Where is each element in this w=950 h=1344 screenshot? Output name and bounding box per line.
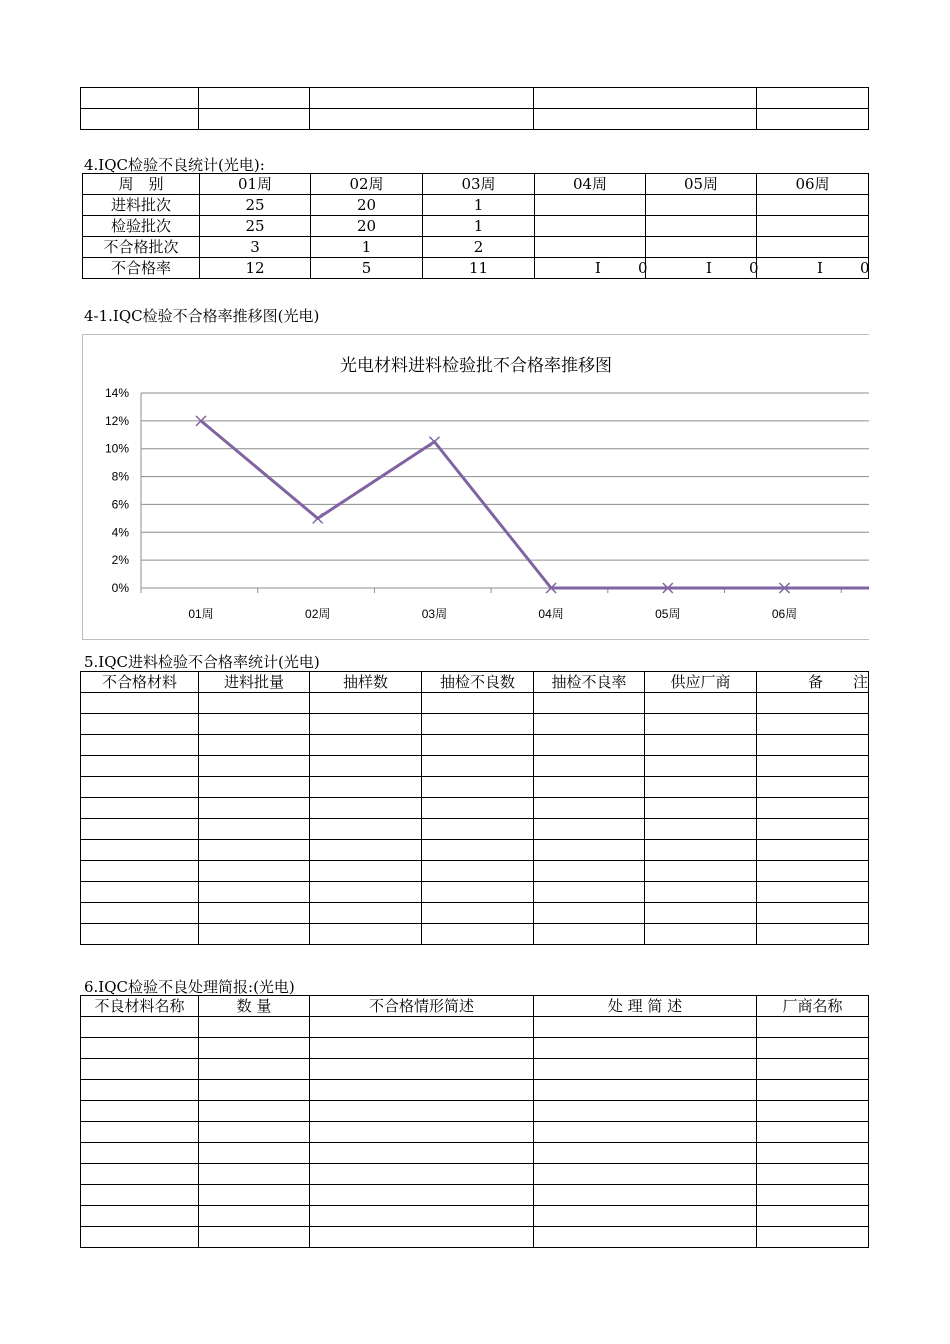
table-cell <box>310 1101 534 1122</box>
row-label: 不合格率 <box>83 258 200 279</box>
table-header-row <box>83 174 869 195</box>
table-cell: 20 <box>311 195 423 216</box>
table-cell <box>757 216 869 237</box>
table-cell <box>757 237 869 258</box>
table-cell <box>199 693 310 714</box>
table-row <box>83 195 869 216</box>
table-header-row <box>81 996 869 1017</box>
table-cell <box>534 1038 757 1059</box>
rate-tail-value: 0 <box>749 259 759 277</box>
table-cell <box>81 1059 199 1080</box>
table-cell <box>310 1164 534 1185</box>
table-cell <box>81 1101 199 1122</box>
table-cell <box>757 798 869 819</box>
table-cell <box>645 861 757 882</box>
table-cell <box>81 840 199 861</box>
table-cell <box>81 1017 199 1038</box>
x-tick-label: 06周 <box>771 607 798 621</box>
table-row <box>81 1122 869 1143</box>
table-cell <box>310 1227 534 1248</box>
table-cell <box>757 1227 869 1248</box>
section-4-title: 4.IQC检验不良统计(光电): <box>84 156 265 174</box>
table-cell <box>422 840 534 861</box>
table-cell <box>422 756 534 777</box>
weekly-defect-table <box>82 173 869 279</box>
table-cell <box>535 216 646 237</box>
table-cell <box>199 819 310 840</box>
table-cell <box>645 924 757 945</box>
table-cell <box>422 924 534 945</box>
table-cell <box>81 1185 199 1206</box>
table-cell <box>646 237 757 258</box>
header-cell: 供应厂商 <box>645 672 757 693</box>
table-cell <box>199 1143 310 1164</box>
row-label: 检验批次 <box>83 216 200 237</box>
table-cell <box>81 735 199 756</box>
table-cell: 1 <box>423 195 535 216</box>
table-row <box>81 819 869 840</box>
table-cell <box>81 882 199 903</box>
table-row <box>81 1227 869 1248</box>
table-cell <box>757 840 869 861</box>
table-header-row <box>81 672 869 693</box>
table-cell <box>757 819 869 840</box>
table-cell: 3 <box>200 237 311 258</box>
header-cell: 03周 <box>423 174 535 195</box>
row-label: 进料批次 <box>83 195 200 216</box>
table-cell <box>534 903 645 924</box>
table-cell <box>757 693 869 714</box>
table-cell <box>534 840 645 861</box>
table-cell <box>310 1185 534 1206</box>
table-cell <box>645 714 757 735</box>
table-cell <box>81 777 199 798</box>
y-tick-label: 4% <box>111 525 129 540</box>
table-cell <box>81 1164 199 1185</box>
table-cell <box>534 1080 757 1101</box>
table-cell <box>534 1017 757 1038</box>
table-cell <box>757 882 869 903</box>
table-cell: 1 <box>311 237 423 258</box>
table-cell <box>81 1080 199 1101</box>
table-cell <box>310 903 422 924</box>
table-cell <box>757 903 869 924</box>
header-cell: 进料批量 <box>199 672 310 693</box>
header-cell: 备 注 <box>757 672 869 693</box>
table-cell <box>757 1017 869 1038</box>
table-row <box>81 1059 869 1080</box>
table-row <box>81 882 869 903</box>
table-cell <box>422 777 534 798</box>
header-cell: 数 量 <box>199 996 310 1017</box>
table-cell <box>645 735 757 756</box>
table-row <box>81 777 869 798</box>
table-cell <box>199 1038 310 1059</box>
table-cell <box>757 1164 869 1185</box>
table-cell <box>422 714 534 735</box>
table-cell <box>81 756 199 777</box>
table-cell <box>422 861 534 882</box>
header-cell: 不合格情形简述 <box>310 996 534 1017</box>
table-cell <box>310 924 422 945</box>
table-cell <box>81 1227 199 1248</box>
rate-tail-marker: I <box>706 259 712 277</box>
table-cell <box>81 903 199 924</box>
table-cell <box>757 1206 869 1227</box>
table-row <box>81 840 869 861</box>
table-cell <box>81 1143 199 1164</box>
table-row <box>81 1185 869 1206</box>
section-5-title: 5.IQC进料检验不合格率统计(光电) <box>84 653 320 671</box>
defect-rate-chart <box>82 334 869 640</box>
table-cell <box>757 861 869 882</box>
header-cell: 抽样数 <box>310 672 422 693</box>
table-row <box>83 237 869 258</box>
table-cell <box>310 840 422 861</box>
table-cell: 12 <box>200 258 311 279</box>
y-tick-label: 2% <box>111 553 129 568</box>
header-cell: 处 理 简 述 <box>534 996 757 1017</box>
table-cell <box>757 735 869 756</box>
table-row <box>83 258 869 279</box>
table-cell <box>199 1227 310 1248</box>
x-tick-label: 05周 <box>655 607 681 621</box>
table-cell <box>645 840 757 861</box>
table-cell <box>645 756 757 777</box>
table-cell <box>310 819 422 840</box>
header-cell: 厂商名称 <box>757 996 869 1017</box>
table-cell <box>535 195 646 216</box>
table-cell <box>199 1080 310 1101</box>
rate-tail-value: 0 <box>638 259 648 277</box>
table-cell <box>757 756 869 777</box>
table-cell <box>757 777 869 798</box>
table-cell <box>199 903 310 924</box>
table-cell <box>534 1206 757 1227</box>
table-cell <box>757 1185 869 1206</box>
table-cell <box>534 798 645 819</box>
table-cell <box>310 1206 534 1227</box>
table-cell: 2 <box>423 237 535 258</box>
table-cell <box>757 714 869 735</box>
data-point <box>429 437 439 447</box>
section-6-title: 6.IQC检验不良处理简报:(光电) <box>84 978 295 996</box>
y-tick-label: 0% <box>111 581 129 595</box>
header-cell: 06周 <box>757 174 869 195</box>
table-row <box>81 1017 869 1038</box>
table-row <box>81 903 869 924</box>
table-cell <box>757 1080 869 1101</box>
table-cell <box>534 714 645 735</box>
table-row <box>81 861 869 882</box>
table-cell <box>199 714 310 735</box>
table-cell <box>199 1206 310 1227</box>
table-cell <box>81 1206 199 1227</box>
table-cell <box>534 777 645 798</box>
table-cell <box>422 903 534 924</box>
table-cell <box>310 714 422 735</box>
table-cell <box>81 1038 199 1059</box>
table-cell <box>757 1059 869 1080</box>
table-cell <box>646 216 757 237</box>
table-cell <box>645 798 757 819</box>
rate-tail-cell <box>535 258 646 279</box>
table-cell <box>534 735 645 756</box>
rate-tail-marker: I <box>817 259 823 277</box>
header-cell: 05周 <box>646 174 757 195</box>
table-cell <box>199 861 310 882</box>
table-cell <box>310 735 422 756</box>
table-cell <box>199 777 310 798</box>
table-cell <box>645 777 757 798</box>
table-cell <box>199 1185 310 1206</box>
header-cell: 04周 <box>535 174 646 195</box>
table-cell <box>534 756 645 777</box>
chart-title: 光电材料进料检验批不合格率推移图 <box>340 356 612 376</box>
table-cell <box>757 1143 869 1164</box>
table-cell <box>199 882 310 903</box>
table-row <box>81 756 869 777</box>
table-cell <box>535 237 646 258</box>
table-row <box>81 1164 869 1185</box>
table-cell <box>534 1164 757 1185</box>
table-cell: 25 <box>200 195 311 216</box>
table-cell <box>534 1143 757 1164</box>
table-row <box>81 1101 869 1122</box>
table-row <box>81 798 869 819</box>
header-cell: 不合格材料 <box>81 672 199 693</box>
rate-tail-marker: I <box>595 259 601 277</box>
table-cell <box>646 195 757 216</box>
header-cell: 不良材料名称 <box>81 996 199 1017</box>
table-cell <box>310 882 422 903</box>
y-tick-label: 6% <box>111 497 129 512</box>
table-cell <box>199 756 310 777</box>
table-cell <box>757 1038 869 1059</box>
header-cell: 抽检不良数 <box>422 672 534 693</box>
table-row <box>81 109 869 130</box>
table-cell <box>422 693 534 714</box>
header-cell: 01周 <box>200 174 311 195</box>
defect-brief-table <box>80 995 869 1248</box>
table-cell <box>534 1059 757 1080</box>
x-tick-label: 04周 <box>538 607 564 621</box>
table-cell <box>199 1101 310 1122</box>
table-cell <box>81 798 199 819</box>
table-row <box>81 1143 869 1164</box>
table-row <box>81 693 869 714</box>
x-tick-label: 02周 <box>305 607 331 621</box>
table-row <box>81 1080 869 1101</box>
table-cell <box>757 924 869 945</box>
table-cell <box>645 882 757 903</box>
table-cell <box>199 735 310 756</box>
table-cell <box>81 861 199 882</box>
table-cell: 5 <box>311 258 423 279</box>
table-cell <box>310 798 422 819</box>
table-cell <box>310 1143 534 1164</box>
table-cell <box>81 924 199 945</box>
table-cell <box>422 882 534 903</box>
x-tick-label: 03周 <box>421 607 448 621</box>
table-row <box>81 924 869 945</box>
x-tick-label: 01周 <box>188 607 214 621</box>
table-cell <box>199 1017 310 1038</box>
table-cell <box>199 924 310 945</box>
table-cell <box>199 798 310 819</box>
table-cell <box>645 693 757 714</box>
table-cell <box>645 819 757 840</box>
rate-tail-value: 0 <box>860 259 870 277</box>
table-cell <box>757 1122 869 1143</box>
table-cell <box>310 1038 534 1059</box>
table-cell <box>310 1017 534 1038</box>
table-row <box>81 1038 869 1059</box>
table-cell <box>757 195 869 216</box>
chart-plot <box>83 335 869 639</box>
table-cell <box>199 1122 310 1143</box>
table-cell <box>422 819 534 840</box>
table-cell <box>310 1122 534 1143</box>
header-cell: 抽检不良率 <box>534 672 645 693</box>
header-cell: 02周 <box>311 174 423 195</box>
table-cell <box>757 1101 869 1122</box>
table-cell <box>199 1164 310 1185</box>
rate-tail-cell <box>646 258 757 279</box>
table-cell <box>310 756 422 777</box>
incoming-inspection-table <box>80 671 869 945</box>
header-cell: 周 别 <box>83 174 200 195</box>
table-cell <box>81 819 199 840</box>
table-cell: 25 <box>200 216 311 237</box>
table-cell <box>310 861 422 882</box>
row-label: 不合格批次 <box>83 237 200 258</box>
table-row <box>83 216 869 237</box>
rate-tail-cell <box>757 258 869 279</box>
data-point <box>313 513 323 523</box>
table-cell <box>310 693 422 714</box>
table-cell <box>199 1059 310 1080</box>
table-cell <box>534 819 645 840</box>
y-tick-label: 14% <box>104 386 129 400</box>
table-cell <box>81 693 199 714</box>
y-tick-label: 12% <box>104 413 129 428</box>
table-cell <box>534 693 645 714</box>
table-cell <box>81 714 199 735</box>
table-row <box>81 1206 869 1227</box>
table-cell <box>534 1122 757 1143</box>
table-cell <box>422 735 534 756</box>
y-tick-label: 10% <box>104 441 129 456</box>
table-cell <box>534 924 645 945</box>
table-cell <box>310 1059 534 1080</box>
table-cell <box>534 861 645 882</box>
table-cell <box>422 798 534 819</box>
table-cell <box>81 1122 199 1143</box>
table-cell <box>645 903 757 924</box>
table-row <box>81 735 869 756</box>
table-cell <box>310 1080 534 1101</box>
table-cell: 20 <box>311 216 423 237</box>
table-cell <box>534 1185 757 1206</box>
y-tick-label: 8% <box>111 469 129 484</box>
table-cell <box>534 882 645 903</box>
section-41-title: 4-1.IQC检验不合格率推移图(光电) <box>84 307 320 325</box>
table-cell <box>310 777 422 798</box>
table-cell: 11 <box>423 258 535 279</box>
table-row <box>81 714 869 735</box>
top-residual-table <box>80 87 869 130</box>
table-row <box>81 88 869 109</box>
table-cell <box>199 840 310 861</box>
table-cell <box>534 1227 757 1248</box>
table-cell <box>534 1101 757 1122</box>
table-cell: 1 <box>423 216 535 237</box>
